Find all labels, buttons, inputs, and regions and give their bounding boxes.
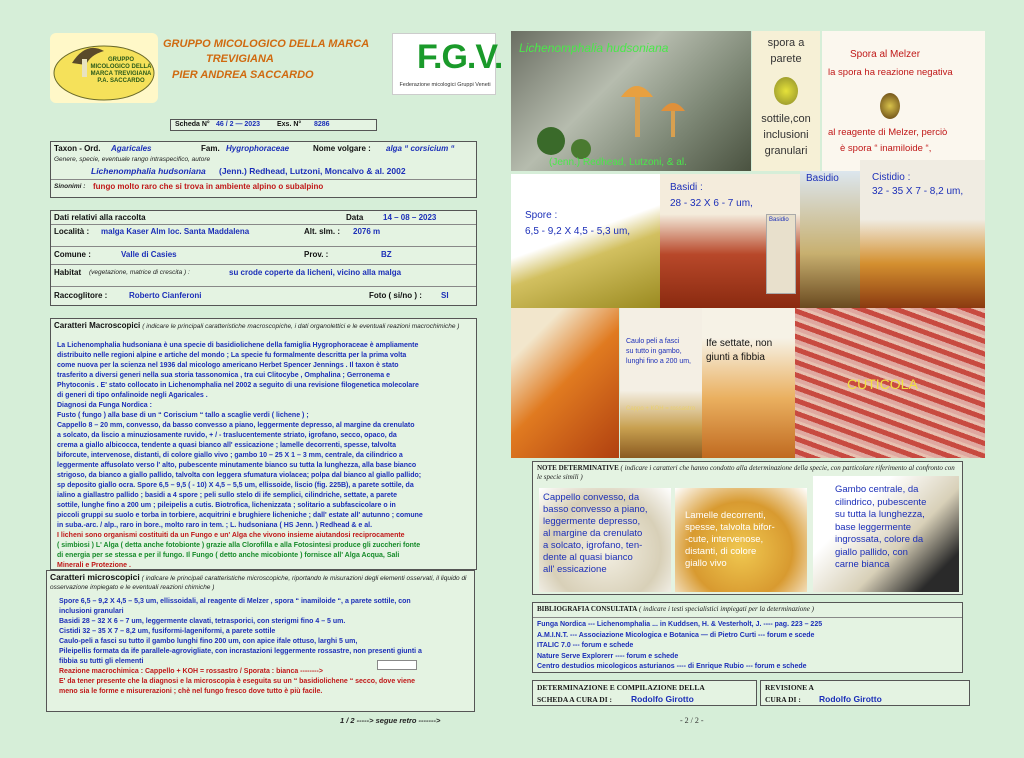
determ-name: Rodolfo Girotto	[631, 694, 694, 704]
comune-label: Comune :	[54, 250, 91, 259]
ife-1: Ife settate, non	[706, 338, 773, 349]
micro-line: Pileipellis formata da ife parallele-agrovigliate, con incrastazioni leggermente rossastre, non presenti giunti a	[59, 648, 422, 655]
macro-line: Phytoconis . E' stato collocato in Lichenomphalia nel 2002 a seguito di una revisione filogenetica molecolare	[57, 382, 419, 389]
header-title-2: TREVIGIANA	[206, 53, 274, 65]
scheda-label: Scheda N°	[175, 121, 210, 128]
micro-subtitle: ( indicare le principali caratteristiche microscopiche, riportando le misurazioni degli elementi osservati, il liquido di osservazione impiegato e le eventuali reazioni chimiche )	[50, 575, 467, 591]
note-line: Lamelle decorrenti,	[685, 510, 766, 521]
note-line: leggermente depresso,	[543, 516, 641, 527]
page-number: - 2 / 2 -	[680, 716, 704, 725]
macro-line: crema a giallo albicocca, tendente a quasi bianco all' essicazione ; lamelle decorrenti, spesse, talvolta	[57, 442, 396, 449]
biblio-item: Funga Nordica --- Lichenomphalia ... in Kuddsen, H. & Vesterholt, J. ---- pag. 223 – 225	[537, 621, 823, 628]
basidio-label: Basidio	[806, 173, 839, 184]
data-label: Data	[346, 213, 364, 222]
biblio-item: Centro destudios micologicos asturianos ---- di Enrique Rubio --- forum e schede	[537, 663, 807, 670]
sinonimi-value: fungo molto raro che si trova in ambiente alpino o subalpino	[93, 182, 324, 191]
scheda-box	[170, 119, 377, 131]
note-line: distanti, di colore	[685, 546, 757, 557]
macro-green-line: ( simbiosi ) L' Alga ( detta anche fotobionte ) grazie alla Clorofilla e alla Fotosintesi produce gli zuccheri fonte	[57, 542, 421, 549]
logo-left-text: GRUPPO MICOLOGICO DELLA MARCA TREVIGIANA P.A. SACCARDO	[90, 57, 152, 84]
note-col-3	[835, 484, 957, 572]
micro-line: Cistidi 32 – 35 X 7 – 8,2 um, fusiformi-lageniformi, a parete sottile	[59, 628, 276, 635]
raccoglitore-label: Raccoglitore :	[54, 291, 108, 300]
genere-label: Genere, specie, eventuale rango intraspecifico, autore	[54, 156, 211, 163]
note-line: Cappello convesso, da	[543, 492, 640, 503]
fgv-logo-sub: Federazione micologici Gruppi Veneti	[399, 82, 491, 88]
micro-title: Caratteri microscopici	[50, 572, 140, 582]
raccolta-box	[50, 210, 477, 306]
micro-box	[46, 570, 475, 712]
biblio-item: Nature Serve Explorerr ---- forum e schede	[537, 652, 679, 660]
cuticola-label: CUTICOLA	[847, 376, 918, 392]
basidio-photo	[800, 171, 860, 308]
header-title-1: GRUPPO MICOLOGICO DELLA MARCA	[163, 38, 370, 50]
note-line: giallo vivo	[685, 558, 727, 569]
melzer-1: Spora al Melzer	[850, 49, 921, 60]
footer-left: 1 / 2 -----> segue retro ------->	[340, 716, 441, 725]
macro-green-line: di energia per se stessa e per il fungo. Il Fungo ( detto anche micobionte ) fornisce all' Alga Acqua, Sali	[57, 552, 400, 559]
macro-line: sottile, lunghe fino a 200 um ; pileipelis a cutis. Biotrofica, lichenizzata ; solitario a subfascicolare o in	[57, 502, 396, 509]
micro-line: fibbia su tutti gli elementi	[59, 658, 144, 665]
macro-box	[50, 318, 477, 570]
macro-line: La Lichenomphalia hudsoniana è una specie di basidiolichene della famiglia Hygrophoraceae è ampliamente	[57, 342, 419, 349]
macro-red-line: I licheni sono organismi costituiti da un Fungo e un' Alga che vivono insieme aiutandosi reciprocamente	[57, 532, 405, 539]
note-line: dente al quasi bianco	[543, 552, 633, 563]
macro-line: leggermente affusolato verso l' alto, pubescente minutamente bianco su tutta la lunghezza, alla base bianco	[57, 462, 417, 469]
gruppo-micologico-logo	[50, 33, 158, 103]
macro-title-line	[54, 321, 474, 331]
spore-2: 6,5 - 9,2 X 4,5 - 5,3 um,	[525, 226, 631, 237]
melzer-spore-image	[880, 93, 900, 119]
taxon-label: Taxon - Ord.	[54, 144, 101, 153]
alt-label: Alt. slm. :	[304, 227, 341, 236]
note-line: spesse, talvolta bifor-	[685, 522, 775, 533]
spore-photo	[511, 174, 660, 308]
prov-value: BZ	[381, 250, 392, 259]
determ-line-2: SCHEDA A CURA DI :	[537, 695, 613, 704]
note-line: giallo pallido, con	[835, 546, 908, 558]
note-line: base leggermente	[835, 521, 912, 533]
micro-line: Spore 6,5 – 9,2 X 4,5 – 5,3 um, ellissoidali, al reagente di Melzer , spora “ inamiloide “, a parete sottile, con	[59, 598, 411, 605]
biblio-box	[532, 602, 963, 673]
caulo-3: lunghi fino a 200 um,	[626, 358, 691, 365]
alt-value: 2076 m	[353, 227, 381, 236]
macro-line: Cappello 8 – 20 mm, convesso, da basso convesso a piano, leggermente depresso, al margine da crenulato	[57, 422, 415, 429]
raccoglitore-value: Roberto Cianferoni	[129, 291, 202, 300]
spora-parete-5: granulari	[764, 145, 808, 157]
species-name: Lichenomphalia hudsoniana	[91, 166, 206, 176]
macro-line: Fusto ( fungo ) alla base di un “ Coriscium “ tallo a scaglie verdi ( lichene ) ;	[57, 412, 309, 419]
revisione-line-1: REVISIONE A	[765, 683, 814, 692]
macro-line: distribuito nelle regioni alpine e artiche del mondo ; La specie fu formalmente descritta per la prima volta	[57, 352, 407, 359]
melzer-panel	[822, 31, 985, 171]
koh-label: Cappo + KOH = rossastro	[626, 406, 696, 412]
scheda-value: 46 / 2 — 2023	[216, 121, 260, 128]
habitat-sub: (vegetazione, matrice di crescita ) :	[89, 269, 190, 276]
melzer-3: al reagente di Melzer, perciò	[828, 127, 948, 138]
biblio-item: ITALIC 7.0 --- forum e schede	[537, 642, 634, 649]
taxon-box	[50, 141, 477, 198]
spora-parete-2: parete	[770, 53, 802, 65]
note-col-1	[543, 492, 669, 576]
habitat-value: su crode coperte da licheni, vicino alla malga	[229, 268, 402, 277]
localita-value: malga Kaser Alm loc. Santa Maddalena	[101, 227, 250, 236]
biblio-subtitle: ( indicare i testi specialistici impiegati per la determinazione )	[639, 605, 814, 613]
basidio-inset	[766, 214, 796, 294]
basidi-1: Basidi :	[670, 182, 703, 193]
comune-value: Valle di Casies	[121, 250, 177, 259]
note-line: all' essicazione	[543, 564, 607, 575]
volgare-label: Nome volgare :	[313, 144, 371, 153]
fam-label: Fam.	[201, 144, 220, 153]
macro-line: Diagnosi da Funga Nordica :	[57, 402, 152, 409]
note-line: su tutta la lunghezza,	[835, 509, 925, 520]
note-photo-3	[813, 476, 959, 592]
species-author: (Jenn.) Redhead, Lutzoni, Moncalvo & al. 2002	[219, 166, 406, 176]
fam-value: Hygrophoraceae	[226, 144, 290, 153]
micro-line: Basidi 28 – 32 X 6 – 7 um, leggermente clavati, tetrasporici, con sterigmi fino 4 – 5 um.	[59, 618, 346, 625]
micro-line: inclusioni granulari	[59, 608, 124, 615]
melzer-4: è spora “ inamiloide “,	[840, 143, 932, 154]
note-title: NOTE DETERMINATIVE	[537, 464, 619, 472]
revisione-line-2: CURA DI :	[765, 695, 801, 704]
macro-line: di generi di tipo onfalinoide negli Agaricales .	[57, 392, 208, 399]
macro-line: strigoso, da bianco a giallo pallido, talvolta con leggera sfumatura violacea; polpa dal bianco al giallo pallido;	[57, 472, 422, 479]
biblio-list	[537, 620, 961, 673]
cistidio-photo	[860, 160, 985, 308]
exs-label: Exs. N°	[277, 121, 302, 128]
fgv-logo	[392, 33, 503, 95]
macro-red-line: Minerali e Protezione .	[57, 562, 131, 569]
micro-title-line	[50, 573, 472, 592]
fgv-logo-text: F.G.V.	[417, 38, 503, 76]
basidio-small-label: Basidio	[769, 217, 789, 223]
habitat-label: Habitat	[54, 268, 82, 277]
spora-parete-3: sottile,con	[761, 113, 811, 125]
determ-line-1: DETERMINAZIONE E COMPILAZIONE DELLA	[537, 683, 705, 692]
spora-parete-1: spora a	[767, 37, 805, 49]
basidi-photo	[660, 174, 800, 308]
note-line: Gambo centrale, da	[835, 484, 919, 495]
cuticola-photo	[795, 308, 985, 458]
caulo-text-photo	[620, 308, 702, 458]
note-line: basso convesso a piano,	[543, 504, 648, 515]
macro-line: sp deposito giallo ocra. Spore 6,5 – 9,5 ( - 10) X 4,5 – 5,5 um, ellissoide, liscio (fig. 225B), a parete sottile, da	[57, 482, 414, 489]
spore-image	[774, 77, 798, 105]
micro-line: Caulo-peli a fasci su tutto il gambo lunghi fino 200 um, con apice ifale ottuso, larghi 5 um,	[59, 638, 358, 645]
revisione-box	[760, 680, 970, 706]
biblio-title: BIBLIOGRAFIA CONSULTATA	[537, 605, 638, 613]
macro-text	[57, 341, 475, 571]
spore-1: Spore :	[525, 210, 558, 221]
caulo-2: su tutto in gambo,	[626, 348, 682, 355]
main-photo-sub: (Jenn.) Redhead, Lutzoni, & al.	[549, 157, 687, 168]
cistidio-1: Cistidio :	[872, 172, 911, 183]
macro-title: Caratteri Macroscopici	[54, 321, 141, 330]
note-photo-1	[539, 488, 671, 592]
macro-line: ialino a giallastro pallido ; basidi a 4 spore ; peli sullo stelo di ife semplici, cilindriche, settate, a parete	[57, 492, 397, 499]
prov-label: Prov. :	[304, 250, 329, 259]
macro-line: biforcute, intervenose, distanti, di colore giallo vivo ; gambo 10 – 25 X 1 – 3 mm, centrale, da cilindrico a	[57, 452, 403, 459]
melzer-2: la spora ha reazione negativa	[828, 67, 953, 78]
main-habitat-photo	[511, 31, 751, 171]
note-subtitle: ( indicare i caratteri che hanno condotto alla determinazione della specie, con particolare riferimento al confronto con le specie simili )	[537, 464, 955, 481]
ife-settate-photo	[702, 308, 795, 458]
volgare-value: alga “ corsicium “	[386, 144, 455, 153]
main-photo-title: Lichenomphalia hudsoniana	[519, 41, 669, 55]
raccolta-title: Dati relativi alla raccolta	[54, 213, 146, 222]
macro-line: trasferito a diversi generi nella sua storia tassonomica , tra cui Clitocybe , Omphalina ; Gerronema e	[57, 372, 390, 379]
sinonimi-label: Sinonimi :	[54, 183, 86, 190]
exs-value: 8286	[314, 121, 330, 128]
ife-2: giunti a fibbia	[706, 352, 765, 363]
note-photo-2	[675, 488, 807, 592]
spora-parete-4: inclusioni	[763, 129, 809, 141]
caulo-peli-photo	[511, 308, 619, 458]
data-value: 14 – 08 – 2023	[383, 213, 437, 222]
basidi-2: 28 - 32 X 6 - 7 um,	[670, 198, 753, 209]
biblio-item: A.M.I.N.T. --- Associazione Micologica e Botanica — di Pietro Curti --- forum e scede	[537, 631, 815, 639]
micro-text	[59, 597, 471, 697]
biblio-title-line	[537, 605, 961, 613]
note-col-2	[685, 510, 805, 570]
caulo-1: Caulo peli a fasci	[626, 338, 680, 345]
macro-line: in suba.-arc. / alp., raro in bore., molto raro in tem. ; L. hudsoniana ( HS Jenn. ) Redhead & e al.	[57, 522, 373, 529]
sporata-blank-box	[377, 660, 417, 670]
note-line: -cute, intervenose,	[685, 534, 764, 545]
foto-label: Foto ( si/no ) :	[369, 291, 422, 300]
micro-red-line: E' da tener presente che la diagnosi e la microscopia è eseguita su un “ basidiolichene “ secco, dove viene	[59, 678, 416, 685]
micro-red-line: meno sia le forme e misurerazioni ; chè nel fungo fresco dove tutto è più facile.	[59, 688, 323, 695]
taxon-ord: Agaricales	[111, 144, 152, 153]
macro-subtitle: ( indicare le principali caratteristiche macroscopiche, i dati organolettici e le eventuali reazioni macrochimiche )	[142, 323, 460, 330]
note-line: al margine da crenulato	[543, 528, 643, 539]
note-line: ingrossata, colore da	[835, 534, 924, 545]
header-title-3: PIER ANDREA SACCARDO	[172, 69, 314, 81]
spora-parete-panel	[752, 31, 820, 171]
note-line: a solcato, igrofano, ten-	[543, 540, 643, 551]
macro-line: piccoli gruppi su suolo e torba in torbiere, acquitrini e brughiere licheniche ; dall' estate all' autunno ; comune	[57, 512, 423, 519]
note-line: carne bianca	[835, 559, 890, 570]
micro-line: Reazione macrochimica : Cappello + KOH = rossastro / Sporata : bianca -------->	[59, 668, 323, 675]
macro-line: a solcato, da liscio a minuziosamente ruvido, + / - traslucentemente striato, igrofano, secco, opaco, da	[57, 432, 397, 439]
macro-line: come nuova per la scienza nel 1936 dal micologo americano Herbet Spencer Jennings . Il taxon è stato	[57, 362, 399, 369]
revisione-name: Rodolfo Girotto	[819, 694, 882, 704]
note-line: cilindrico, pubescente	[835, 496, 927, 508]
localita-label: Località :	[54, 227, 90, 236]
determinazione-box	[532, 680, 757, 706]
note-box	[532, 461, 963, 595]
cistidio-2: 32 - 35 X 7 - 8,2 um,	[872, 186, 964, 197]
foto-value: SI	[441, 291, 449, 300]
